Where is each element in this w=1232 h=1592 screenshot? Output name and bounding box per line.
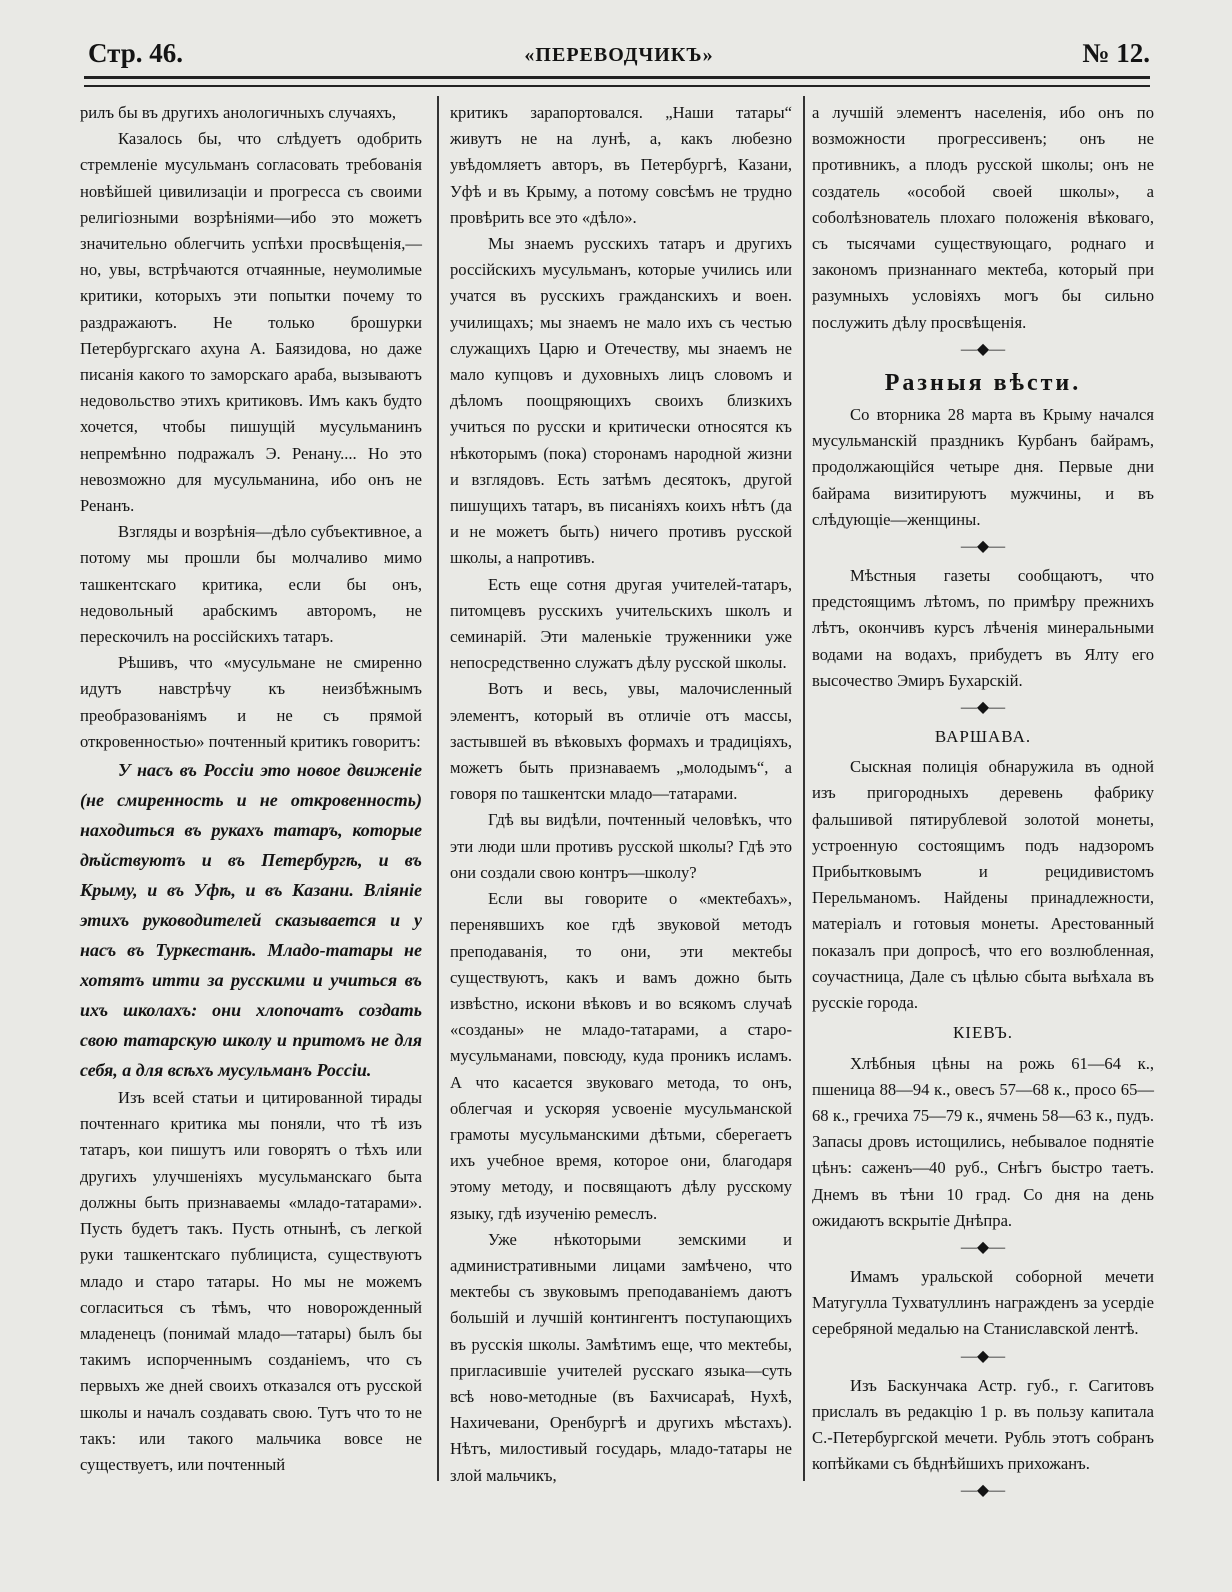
paragraph: Казалось бы, что слѣдуетъ одобрить стремленіе мусульманъ согласовать требованія новѣйшей цивилизаціи и прогресса съ своими религіозными возрѣніями—ибо это можетъ значительно облегчить успѣхи просвѣщенія,—но, увы, встрѣчаются отчаянные, неумолимые критики, которыхъ эти попытки почему то раздражаютъ. Не только брошурки Петербургскаго ахуна А. Баязидова, но даже писанія какого то заморскаго араба, вызываютъ недовольство этихъ критиковъ. Имъ какъ будто хочется, чтобы пишущій мусульманинъ непремѣнно подражалъ Э. Ренану.... Но это невозможно для мусульманина, ибо онъ не Ренанъ. <box>80 129 422 516</box>
section-heading: Разныя вѣсти. <box>884 369 1082 396</box>
ornament-divider: —◆— <box>960 1347 1006 1365</box>
ornament-divider: —◆— <box>960 1238 1006 1256</box>
quoted-passage: У насъ въ Россіи это новое движеніе (не смиренность и не откровенность) находиться въ рукахъ татаръ, которые дѣйствуютъ и въ Петербургѣ, и въ Крыму, и въ Уфѣ, и въ Казани. Вліяніе этихъ руководителей сказывается и у насъ въ Туркестанѣ. Младо-татары не хотятъ итти за русскими и учиться въ ихъ школахъ: они хлопочатъ создать свою татарскую школу и притомъ не для себя, а для всѣхъ мусульманъ Россіи. <box>80 760 422 1081</box>
paragraph: Если вы говорите о «мектебахъ», перенявшихъ кое гдѣ звуковой методъ преподаванія, то они, эти мектебы существуютъ, какъ и вамъ дожно быть извѣстно, искони вѣковъ и во всякомъ случаѣ «созданы» не младо-татарами, а старо-мусульманами, повсюду, куда проникъ исламъ. А что касается звуковаго метода, то онъ, облегчая и ускоряя усвоеніе мусульманской грамоты мусульманскими дѣтьми, сберегаетъ ихъ учебное время, которое они, благодаря этому методу, и посвящаютъ дѣлу русскому языку, гдѣ изученію ремеслъ. <box>450 889 792 1223</box>
column-2 <box>450 100 792 1489</box>
paragraph: Имамъ уральской соборной мечети Матугулла Тухватуллинъ награжденъ за усердіе серебряной медалью на Станиславской лентѣ. <box>812 1266 1154 1339</box>
paragraph: Уже нѣкоторыми земскими и административными лицами замѣчено, что мектебы съ звуковымъ преподаваніемъ даютъ большій и лучшій контингентъ поступающихъ въ русскія школы. Замѣтимъ еще, что мектебы, пригласившіе учителей русскаго языка—суть всѣ ново-методные (въ Бахчисараѣ, Нухѣ, Нахичевани, Оренбургѣ и другихъ мѣстахъ). Нѣтъ, милостивый государь, младо-татары не злой мальчикъ, <box>450 1229 792 1485</box>
paragraph: Хлѣбныя цѣны на рожь 61—64 к., пшеница 88—94 к., овесъ 57—68 к., просо 65—68 к., гречиха 75—79 к., ячмень 58—63 к., пудъ. Запасы дровъ истощились, небывалое поднятіе цѣнъ: саженъ—40 руб., Снѣгъ быстро таетъ. Днемъ въ тѣни 10 град. Со дня на день ожидаютъ вскрытіе Днѣпра. <box>812 1053 1154 1230</box>
page-header <box>88 38 1150 70</box>
section-heading: КІЕВЪ. <box>952 1023 1014 1043</box>
paragraph: Гдѣ вы видѣли, почтенный человѣкъ, что эти люди шли противъ русской школы? Гдѣ это они создали свою контръ—школу? <box>450 810 792 882</box>
paragraph: Изъ Баскунчака Астр. губ., г. Сагитовъ прислалъ въ редакцію 1 р. въ пользу капитала С.-Петербургской мечети. Рубль этотъ собранъ копѣйками съ бѣднѣйшихъ прихожанъ. <box>812 1375 1154 1474</box>
paragraph: Взгляды и возрѣнія—дѣло субъективное, а потому мы прошли бы молчаливо мимо ташкентскаго критика, если бы онъ, недовольный арабскимъ авторомъ, не перескочилъ на россійскихъ татаръ. <box>80 522 422 647</box>
paragraph: Со вторника 28 марта въ Крыму начался мусульманскій праздникъ Курбанъ байрамъ, продолжающійся четыре дня. Первые дни байрама визитируютъ мужчины, и въ слѣдующіе—женщины. <box>812 405 1154 529</box>
column-rule <box>437 96 439 1481</box>
ornament-divider: —◆— <box>960 1482 1006 1500</box>
header-rule-bottom <box>84 85 1150 87</box>
header-rule-top <box>84 76 1150 79</box>
issue-number: № 12. <box>1082 38 1150 68</box>
paragraph: Вотъ и весь, увы, малочисленный элементъ, который въ отличіе отъ массы, застывшей въ вѣковыхъ формахъ и традиціяхъ, можетъ быть признаваемъ „молодымъ“, а говоря по ташкентски младо—татарами. <box>450 679 792 804</box>
paragraph: Сыскная полиція обнаружила въ одной изъ пригородныхъ деревень фабрику фальшивой пятирублевой золотой монеты, устроенную состоящимъ подъ надзоромъ Прибытковымъ и рецидивистомъ Перельманомъ. Найдены принадлежности, матеріалъ и готовыя монеты. Арестованный показалъ при допросѣ, что его возлюбленная, соучастница, Дале съ цѣлью сбыта выѣхала въ русскіе города. <box>812 757 1154 1013</box>
paragraph: Рѣшивъ, что «мусульмане не смиренно идутъ навстрѣчу къ неизбѣжнымъ преобразованіямъ и не съ прямой откровенностью» почтенный критикъ говоритъ: <box>80 653 422 751</box>
newspaper-title: «ПЕРЕВОДЧИКЪ» <box>524 44 714 66</box>
paragraph: а лучшій элементъ населенія, ибо онъ по возможности прогрессивенъ; онъ не противникъ, а плодъ русской школы; онъ не создатель «особой своей школы», а соболѣзнователь плохаго положенія вѣковаго, съ тысячами существующаго, роднаго и закономъ признаннаго мектеба, который при разумныхъ условіяхъ могъ бы сильно послужить дѣлу просвѣщенія. <box>812 103 1154 332</box>
ornament-divider: —◆— <box>960 340 1006 358</box>
paragraph: Изъ всей статьи и цитированной тирады почтеннаго критика мы поняли, что тѣ изъ татаръ, кои пишутъ или говорятъ о тѣхъ или другихъ улучшеніяхъ мусульманскаго быта должны быть признаваемы «младо-татарами». Пусть будетъ такъ. Пусть отнынѣ, съ легкой руки ташкентскаго публициста, существуютъ младо и старо татары. Но мы не можемъ согласиться съ тѣмъ, что новорожденный младенецъ (понимай младо—татары) былъ бы такимъ испорченнымъ созданіемъ, что съ первыхъ же дней своихъ отказался отъ русской школы и началъ создавать свою. Тутъ что то не такъ: или такого мальчика вовсе не существуетъ, или почтенный <box>80 1088 422 1474</box>
page-number: Стр. 46. <box>88 38 184 68</box>
column-rule <box>803 96 805 1481</box>
paragraph: Мы знаемъ русскихъ татаръ и другихъ россійскихъ мусульманъ, которые учились или учатся въ русскихъ гражданскихъ и воен. училищахъ; мы знаемъ не мало ихъ съ честью служащихъ Царю и Отечеству, мы знаемъ не мало купцовъ и духовныхъ лицъ словомъ и дѣломъ поощряющихъ своихъ близкихъ учиться по русски и критически относятся къ нѣкоторымъ (пока) сторонамъ народной жизни и взглядовъ. Есть затѣмъ десятокъ, другой пишущихъ татаръ, въ писаніяхъ коихъ нѣтъ (да и не можетъ быть) ничего противъ русской школы, а напротивъ. <box>450 234 792 568</box>
paragraph: Мѣстныя газеты сообщаютъ, что предстоящимъ лѣтомъ, по примѣру прежнихъ лѣтъ, окончивъ курсъ лѣченія минеральными водами на водахъ, прибудетъ въ Ялту его высочество Эмиръ Бухарскій. <box>812 566 1154 690</box>
ornament-divider: —◆— <box>960 538 1006 556</box>
column-3 <box>812 100 1154 1507</box>
paragraph: Есть еще сотня другая учителей-татаръ, питомцевъ русскихъ учительскихъ школъ и семинарій. Эти маленькіе труженники уже непосредственно служатъ дѣлу русской школы. <box>450 574 792 673</box>
paragraph: критикъ зарапортовался. „Наши татары“ живутъ не на лунѣ, а, какъ любезно увѣдомляетъ авторъ, въ Петербургѣ, Казани, Уфѣ и въ Крыму, а потому совсѣмъ не трудно провѣрить все это «дѣло». <box>450 103 792 227</box>
section-heading: ВАРШАВА. <box>934 727 1032 747</box>
column-1 <box>80 100 422 1478</box>
ornament-divider: —◆— <box>960 699 1006 717</box>
paragraph: рилъ бы въ другихъ анологичныхъ случаяхъ, <box>80 103 397 122</box>
